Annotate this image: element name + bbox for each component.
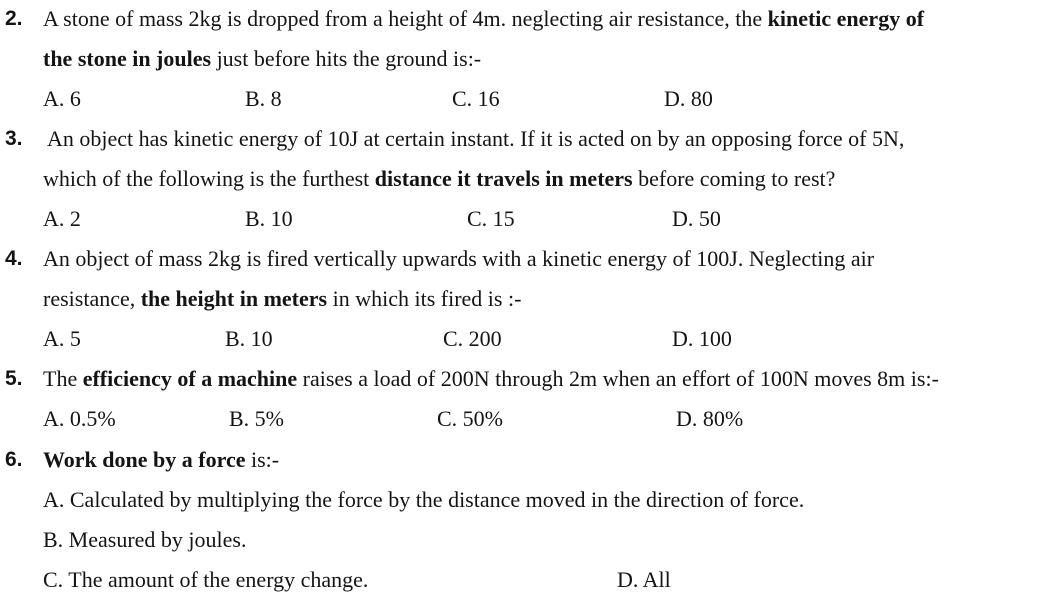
question-text: raises a load of 200N through 2m when an effort of 100N moves 8m is:-: [297, 366, 939, 391]
option-c: C. 50%: [437, 406, 503, 431]
option-c: C. 15: [467, 206, 515, 231]
question-number: 2.: [5, 7, 23, 30]
question-emphasis: kinetic energy of: [767, 6, 925, 31]
question-text-line: [43, 366, 939, 392]
option-d: D. 80: [664, 86, 713, 111]
option-c: C. 16: [452, 86, 500, 111]
question-text-line: An object of mass 2kg is fired vertically upwards with a kinetic energy of 100J. Neglecting air: [43, 246, 875, 271]
question-emphasis: the height in meters: [140, 286, 328, 311]
option-a: A. 0.5%: [43, 406, 116, 431]
question-number: 6.: [5, 448, 23, 471]
option-d: D. 80%: [676, 406, 744, 431]
option-d: D. 50: [672, 206, 721, 231]
question-text-line: An object has kinetic energy of 10J at certain instant. If it is acted on by an opposing force of 5N,: [47, 126, 905, 151]
option-b: B. 10: [225, 326, 273, 351]
question-text: just before hits the ground is:-: [211, 46, 482, 71]
question-text: before coming to rest?: [632, 166, 836, 191]
question-text: A stone of mass 2kg is dropped from a height of 4m. neglecting air resistance, the: [43, 6, 768, 31]
option-b: B. 10: [245, 206, 293, 231]
question-number: 3.: [5, 127, 23, 150]
question-text: resistance,: [43, 286, 141, 311]
question-text-line: [43, 166, 835, 192]
question-number: 4.: [5, 247, 23, 270]
option-d: D. 100: [672, 326, 732, 351]
option-d: D. All: [617, 567, 671, 592]
question-text: in which its fired is :-: [327, 286, 522, 311]
question-text: The: [43, 366, 83, 391]
question-number: 5.: [5, 367, 23, 390]
question-text-line: [43, 6, 924, 32]
question-emphasis: the stone in joules: [43, 46, 212, 71]
option-a: A. 5: [43, 326, 81, 351]
question-emphasis: Work done by a force: [43, 447, 246, 472]
question-text: which of the following is the furthest: [43, 166, 375, 191]
option-b: B. 5%: [229, 406, 284, 431]
question-text-line: [43, 46, 481, 72]
option-a: A. 6: [43, 86, 81, 111]
question-emphasis: distance it travels in meters: [374, 166, 633, 191]
option-a: A. Calculated by multiplying the force by the distance moved in the direction of force.: [43, 487, 805, 512]
option-b: B. 8: [245, 86, 282, 111]
option-b: B. Measured by joules.: [43, 527, 247, 552]
question-text: is:-: [245, 447, 280, 472]
question-emphasis: efficiency of a machine: [82, 366, 298, 391]
question-text-line: [43, 286, 521, 312]
option-c: C. 200: [443, 326, 502, 351]
option-c: C. The amount of the energy change.: [43, 567, 369, 592]
option-a: A. 2: [43, 206, 81, 231]
question-text-line: [43, 447, 279, 473]
